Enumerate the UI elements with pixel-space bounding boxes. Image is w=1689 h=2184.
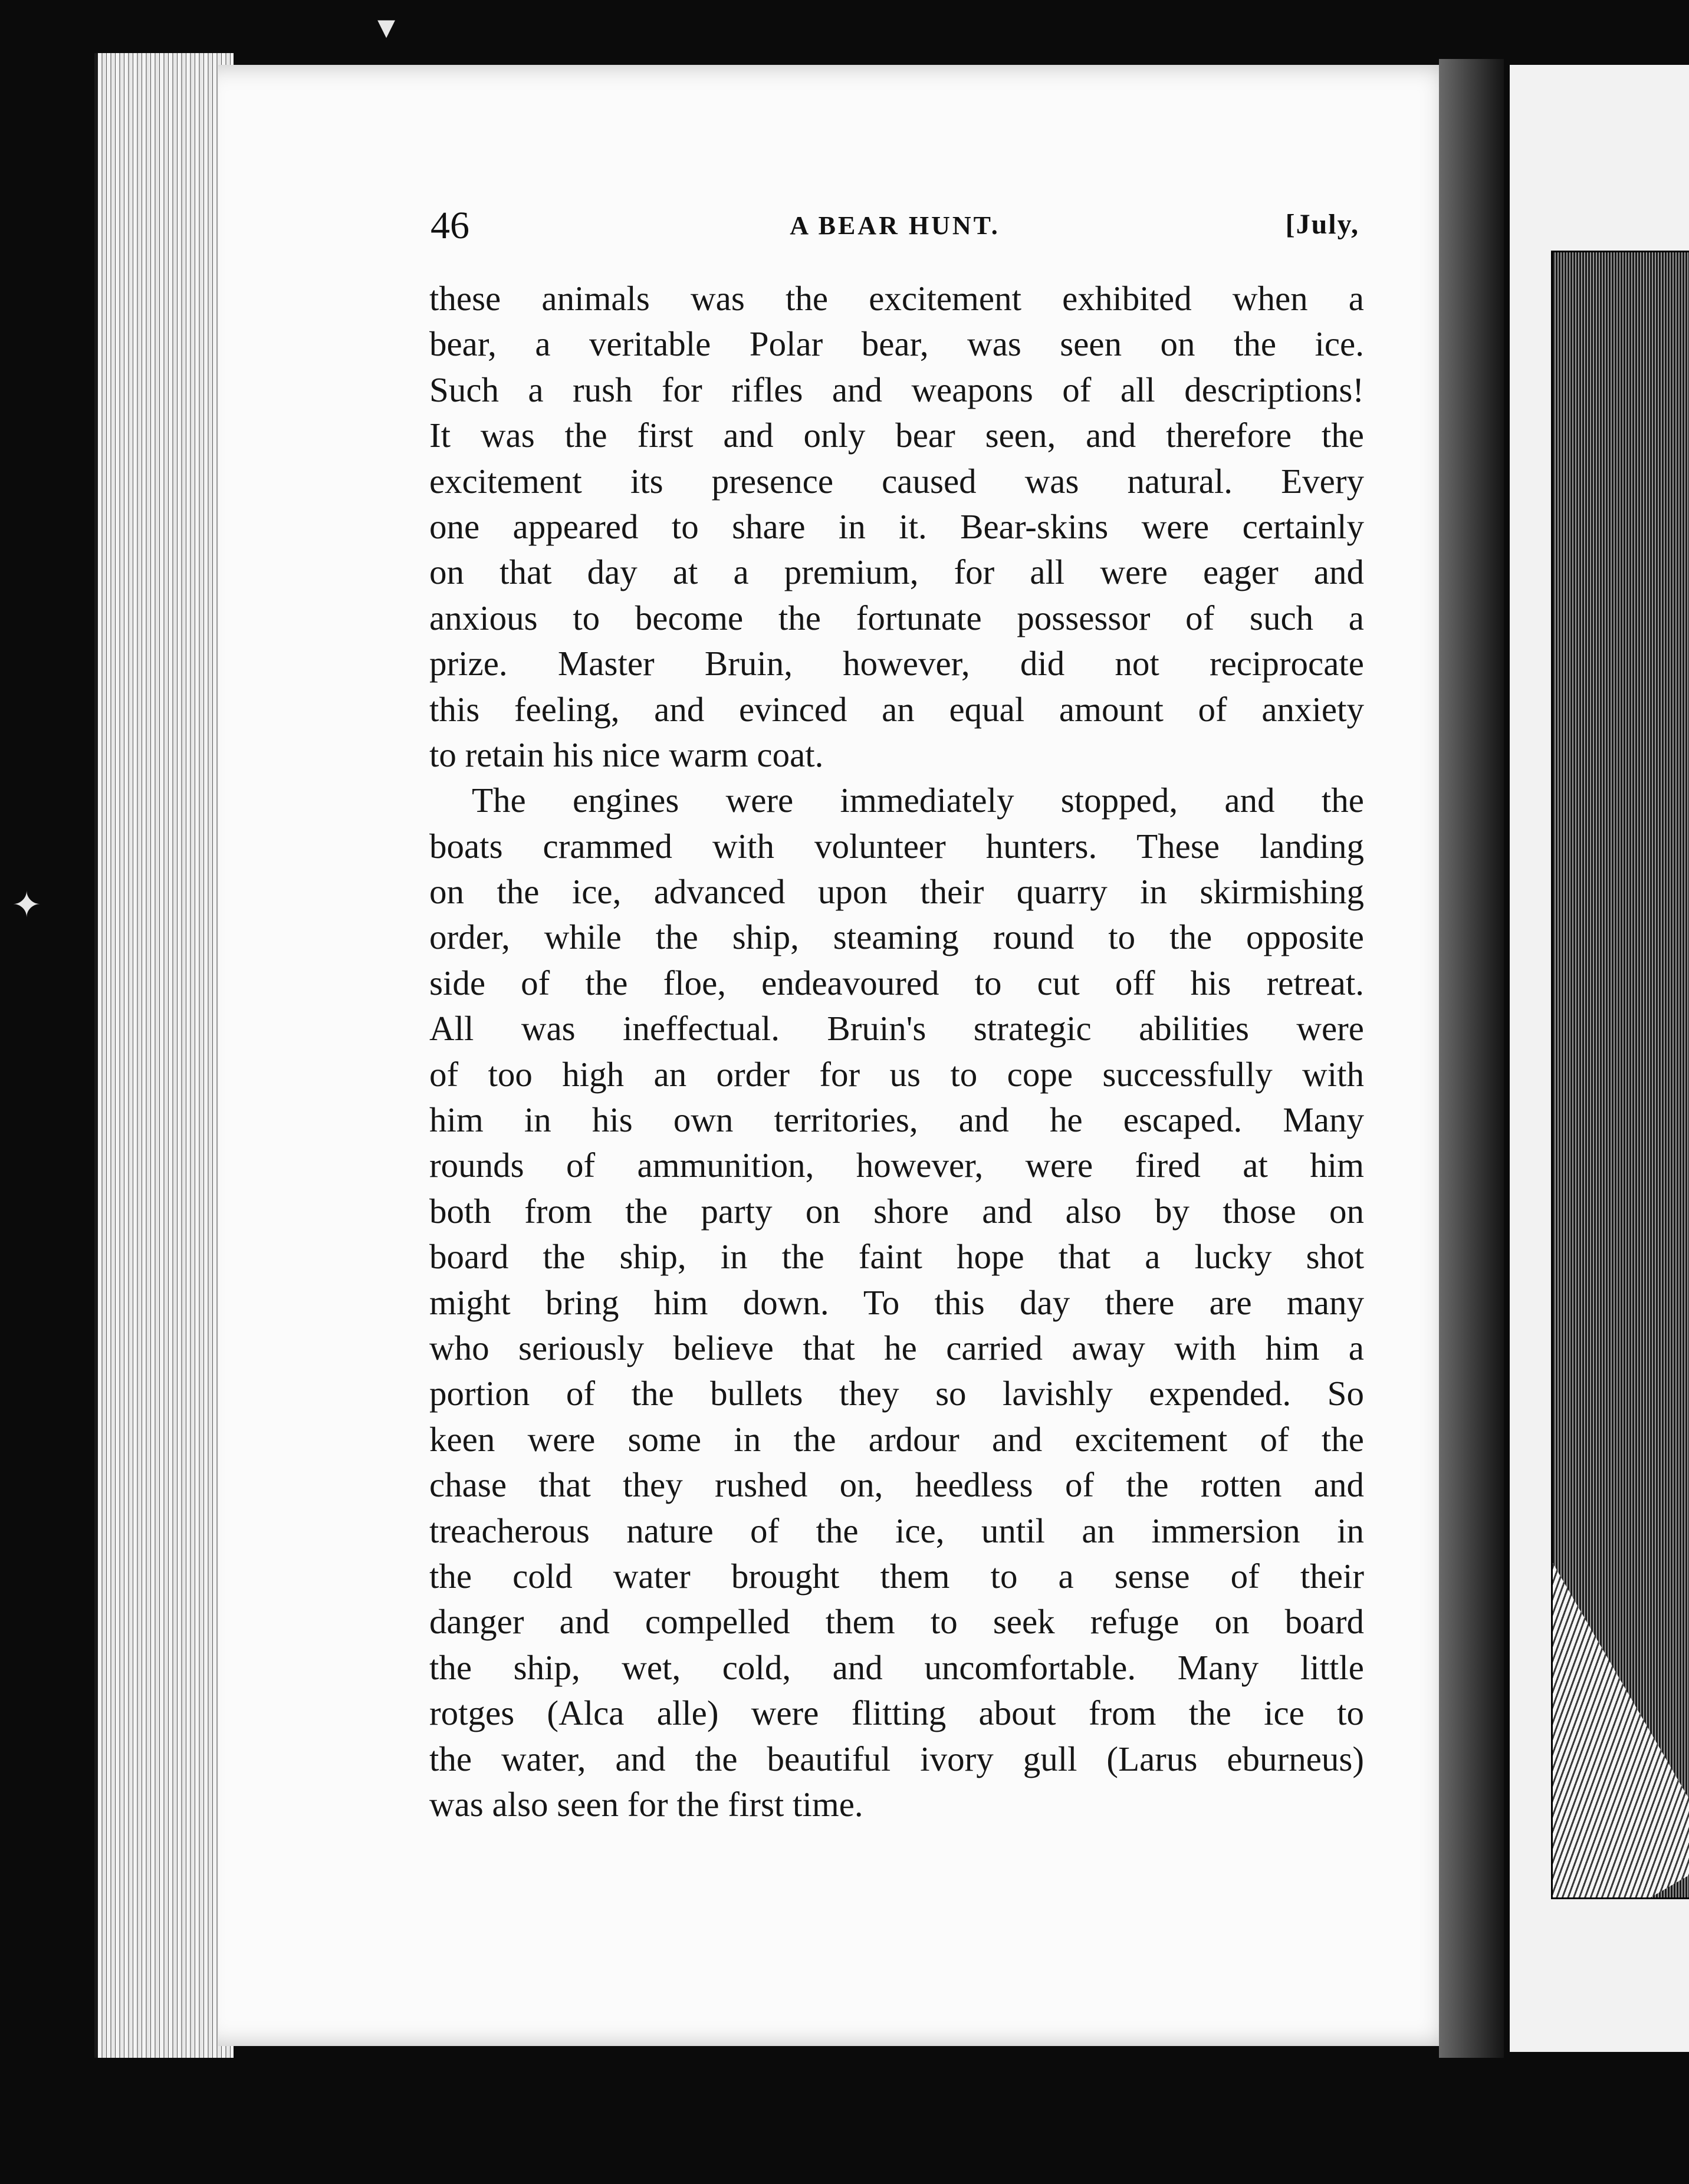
running-title: A BEAR HUNT. [790,211,1000,240]
text-line: It was the first and only bear seen, and therefore the [429,416,1364,455]
text-line: both from the party on shore and also by those on [429,1191,1364,1231]
page-number: 46 [431,204,469,247]
text-line: bear, a veritable Polar bear, was seen on the ice. [429,324,1364,364]
text-line-with-species: rotges (Alca alle) were flitting about from the ice to [429,1693,1364,1733]
text-line-with-species: the water, and the beautiful ivory gull (Larus eburneus) [429,1739,1364,1778]
text-line: was also seen for the first time. [429,1784,863,1824]
facing-page-engraving [1551,251,1689,1899]
book-page-edges [94,53,234,2058]
text-line: keen were some in the ardour and excitement of the [429,1419,1364,1459]
gutter-shadow [1439,59,1504,2058]
text-line: on the ice, advanced upon their quarry in skirmishing [429,872,1364,912]
text-line: these animals was the excitement exhibited when a [429,279,1364,318]
text-line: might bring him down. To this day there are many [429,1282,1364,1322]
text-line: danger and compelled them to seek refuge on board [429,1602,1364,1642]
text-line: anxious to become the fortunate possessor of such a [429,598,1364,637]
text-line: excitement its presence caused was natural. Every [429,461,1364,501]
text-line: All was ineffectual. Bruin's strategic abilities were [429,1009,1364,1048]
running-month: [July, [1285,209,1359,240]
text-line: the cold water brought them to a sense of their [429,1556,1364,1596]
text-line: of too high an order for us to cope successfully with [429,1054,1364,1094]
engraving-rock-shape [1551,1499,1689,1899]
text-line: Such a rush for rifles and weapons of all descriptions! [429,370,1364,409]
text-line: to retain his nice warm coat. [429,735,824,774]
scan-artifact: ▾ [377,7,396,46]
text-line: this feeling, and evinced an equal amount of anxiety [429,689,1364,729]
text-line: the ship, wet, cold, and uncomfortable. Many little [429,1647,1364,1687]
running-head [431,203,1359,256]
text-line: prize. Master Bruin, however, did not reciprocate [429,644,1364,683]
text-line: board the ship, in the faint hope that a lucky shot [429,1237,1364,1277]
text-line: order, while the ship, steaming round to the opposite [429,917,1364,957]
text-line: rounds of ammunition, however, were fired at him [429,1146,1364,1185]
text-line: him in his own territories, and he escaped. Many [429,1100,1364,1140]
text-line: who seriously believe that he carried away with him a [429,1328,1364,1367]
text-line: The engines were immediately stopped, and the [472,781,1364,820]
text-line: boats crammed with volunteer hunters. These landing [429,826,1364,866]
scan-artifact: ✦ [12,886,42,925]
text-line: side of the floe, endeavoured to cut off his retreat. [429,963,1364,1002]
text-line: on that day at a premium, for all were eager and [429,552,1364,592]
body-text [429,276,1364,1827]
text-line: portion of the bullets they so lavishly expended. So [429,1374,1364,1413]
text-line: treacherous nature of the ice, until an immersion in [429,1511,1364,1550]
text-line: chase that they rushed on, heedless of the rotten and [429,1465,1364,1505]
text-line: one appeared to share in it. Bear-skins were certainly [429,506,1364,546]
